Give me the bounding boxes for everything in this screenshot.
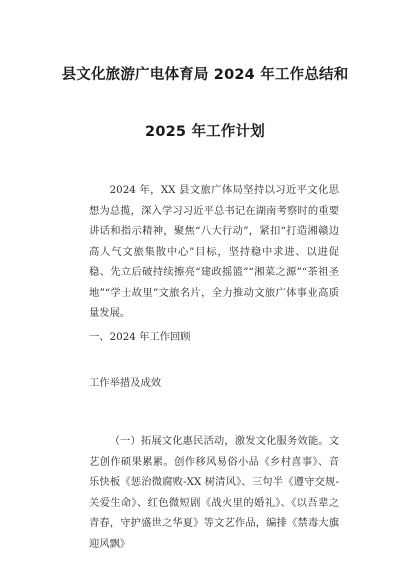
section-heading: 一、2024 年工作回顾 [89, 331, 191, 343]
intro-paragraph: 2024 年，XX 县文旅广体局坚持以习近平文化思想为总揽，深入学习习近平总书记在湖南考察时的重要讲话和指示精神，聚焦“八大行动”，紧扣“打造湘赣边高人气文旅集散中心”目标，坚持稳中求进、以进促稳、先立后破持续擦亮“建政摇篮”“湘菜之源”“茶祖圣地”“学士故里”文旅名片，全力推动文旅广体事业高质量发展。 [89, 184, 339, 319]
document-title-line-1: 县文化旅游广电体育局 2024 年工作总结和 [61, 67, 349, 83]
body-paragraph: （一）拓展文化惠民活动，激发文化服务效能。文艺创作硕果累累。创作移风易俗小品《乡村喜事》、音乐快板《惩治微腐败-XX 树清风》、三句半《遵守交规-关爱生命》、红色微短剧《战火里的婚礼》、《以吾辈之青春，守护盛世之华夏》等文艺作品，编排《禁毒大旗迎风飘》 [89, 435, 339, 550]
body-paragraph-block [89, 431, 339, 554]
intro-paragraph-block [89, 180, 339, 324]
document-title-line-2: 2025 年工作计划 [145, 124, 265, 140]
subsection-heading: 工作举措及成效 [89, 377, 162, 389]
